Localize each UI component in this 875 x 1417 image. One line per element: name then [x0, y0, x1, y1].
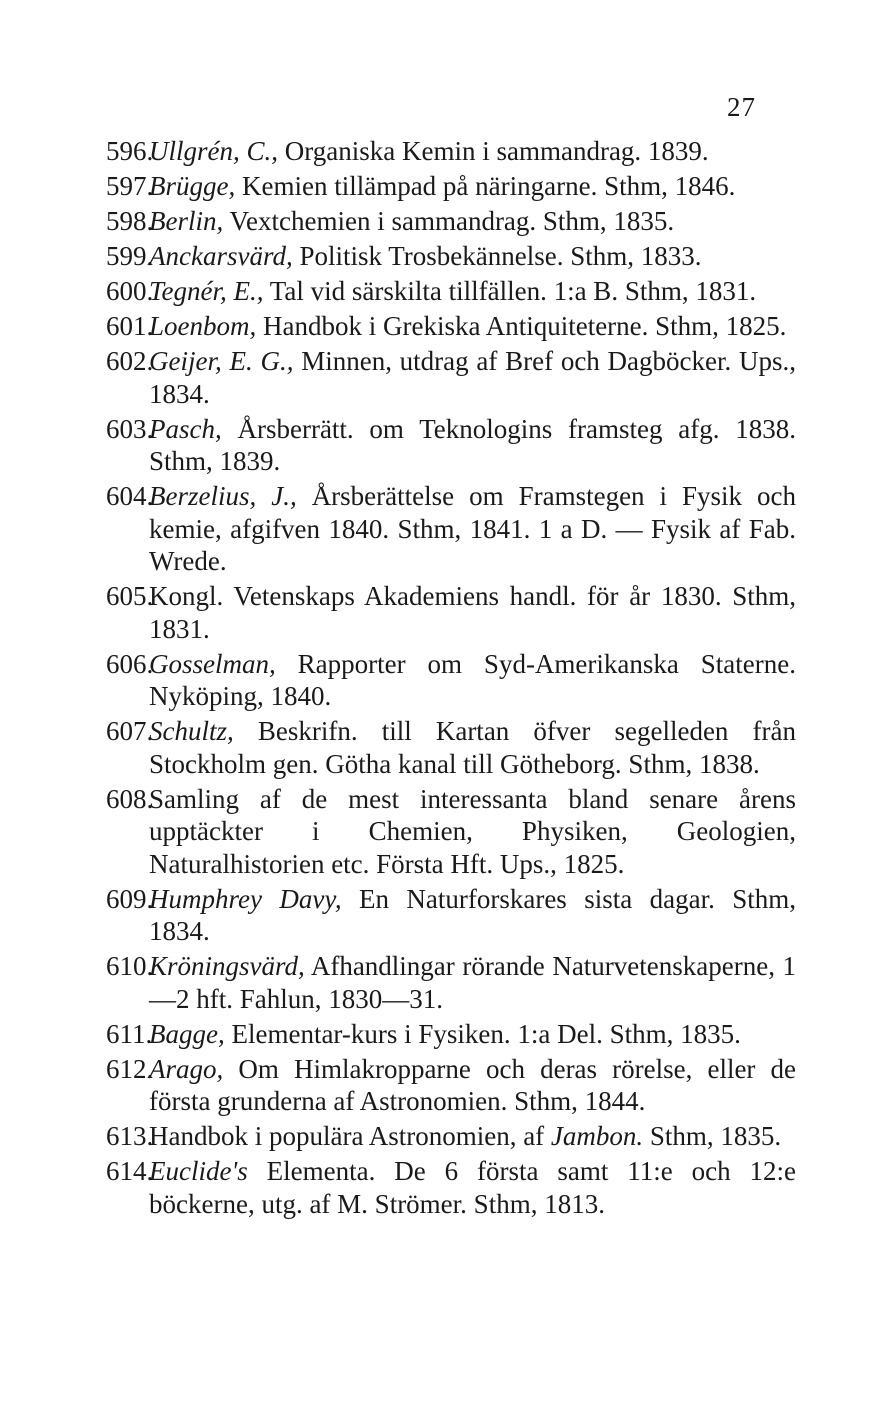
entry-author: Pasch, — [149, 413, 222, 444]
entry-number: 605. — [106, 581, 154, 611]
entry-number: 614. — [106, 1156, 154, 1186]
list-item — [106, 275, 796, 308]
entry-text: Elementar-kurs i Fysiken. 1:a Del. Sthm, 1835. — [231, 1018, 741, 1049]
entry-text: Minnen, utdrag af Bref och Dagböcker. Ups., 1834. — [149, 346, 796, 409]
entry-author: Humphrey Davy, — [149, 883, 342, 914]
entry-number: 606. — [106, 648, 154, 679]
entry-author: Schultz, — [149, 716, 234, 746]
entry-text: Vextchemien i sammandrag. Sthm, 1835. — [229, 206, 675, 236]
entry-author: Ullgrén, C., — [149, 136, 279, 166]
entry-author: Loenbom, — [149, 311, 257, 341]
entry-text: Organiska Kemin i sammandrag. 1839. — [284, 136, 709, 166]
entry-number: 608. — [106, 783, 154, 814]
entry-number: 601. — [106, 311, 154, 341]
list-item — [106, 883, 796, 948]
entry-text: Kemien tillämpad på näringarne. Sthm, 1846. — [241, 171, 736, 201]
bibliography-list — [106, 135, 796, 1223]
entry-text: Tal vid särskilta tillfällen. 1:a B. Sthm, 1831. — [269, 276, 757, 306]
list-item — [106, 1155, 796, 1220]
list-item — [106, 648, 796, 713]
entry-text: Handbok i Grekiska Antiquiteterne. Sthm, 1825. — [263, 311, 787, 341]
entry-author: Bagge, — [149, 1018, 225, 1049]
entry-number: 607. — [106, 716, 154, 746]
entry-author: Tegnér, E., — [149, 276, 264, 306]
entry-text: Årsberättelse om Framstegen i Fysik och kemie, afgifven 1840. Sthm, 1841. 1 a D. — Fysik af Fab. Wrede. — [149, 481, 796, 576]
entry-number: 603. — [106, 413, 154, 444]
entry-text: Beskrifn. till Kartan öfver segelleden från Stockholm gen. Götha kanal till Götheborg. Sthm, 1838. — [149, 716, 797, 779]
entry-text: Om Himlakropparne och deras rörelse, eller de första grunderna af Astronomien. Sthm, 1844. — [149, 1053, 797, 1116]
entry-number: 613. — [106, 1121, 154, 1151]
list-item — [106, 1053, 796, 1118]
entry-author: Kröningsvärd, — [149, 951, 305, 981]
entry-number: 599. — [106, 241, 154, 271]
list-item — [106, 715, 796, 780]
list-item — [106, 345, 796, 410]
entry-author: Berlin, — [149, 206, 224, 236]
list-item — [106, 1018, 796, 1051]
entry-text: Elementa. De 6 första samt 11:e och 12:e böckerne, utg. af M. Strömer. Sthm, 1813. — [149, 1156, 797, 1219]
list-item — [106, 135, 796, 168]
list-item — [106, 310, 796, 343]
list-item — [106, 783, 796, 881]
entry-text: En Naturforskares sista dagar. Sthm, 1834. — [149, 883, 796, 946]
entry-number: 604. — [106, 481, 154, 511]
entry-author: Anckarsvärd, — [149, 241, 293, 271]
list-item — [106, 580, 796, 645]
entry-author: Gosselman, — [149, 648, 276, 679]
entry-number: 598. — [106, 206, 154, 236]
entry-text: Politisk Trosbekännelse. Sthm, 1833. — [299, 241, 702, 271]
entry-text: Handbok i populära Astronomien, af — [149, 1121, 545, 1151]
entry-number: 600. — [106, 276, 154, 306]
entry-number: 596. — [106, 136, 154, 166]
entry-author: Brügge, — [149, 171, 236, 201]
entry-text: Kongl. Vetenskaps Akademiens handl. för år 1830. Sthm, 1831. — [149, 581, 796, 644]
list-item — [106, 413, 796, 478]
entry-text: Afhandlingar rörande Naturvetenskaperne, 1—2 hft. Fahlun, 1830—31. — [149, 951, 797, 1014]
entry-number: 610. — [106, 951, 154, 981]
list-item — [106, 205, 796, 238]
entry-number: 612. — [106, 1053, 154, 1084]
entry-author: Arago, — [149, 1053, 224, 1084]
entry-author: Geijer, E. G., — [149, 346, 294, 376]
entry-number: 602. — [106, 346, 154, 376]
list-item — [106, 1120, 796, 1153]
entry-number: 609. — [106, 883, 154, 914]
entry-author: Berzelius, J., — [149, 481, 297, 511]
entry-number: 611. — [106, 1018, 153, 1049]
entry-text: Samling af de mest interessanta bland senare årens upptäckter i Chemien, Physiken, Geologien, Naturalhistorien etc. Första Hft. Ups., 1825. — [149, 783, 796, 879]
list-item — [106, 480, 796, 578]
list-item — [106, 950, 796, 1015]
entry-author: Euclide's — [149, 1156, 248, 1186]
entry-text: Rapporter om Syd-Amerikanska Staterne. Nyköping, 1840. — [149, 648, 796, 711]
entry-text-after: Sthm, 1835. — [649, 1121, 782, 1151]
entry-number: 597. — [106, 171, 154, 201]
list-item — [106, 170, 796, 203]
entry-text: Årsberrätt. om Teknologins framsteg afg. 1838. Sthm, 1839. — [149, 413, 796, 476]
entry-author: Jambon. — [550, 1121, 644, 1151]
page-number: 27 — [727, 92, 756, 122]
list-item — [106, 240, 796, 273]
